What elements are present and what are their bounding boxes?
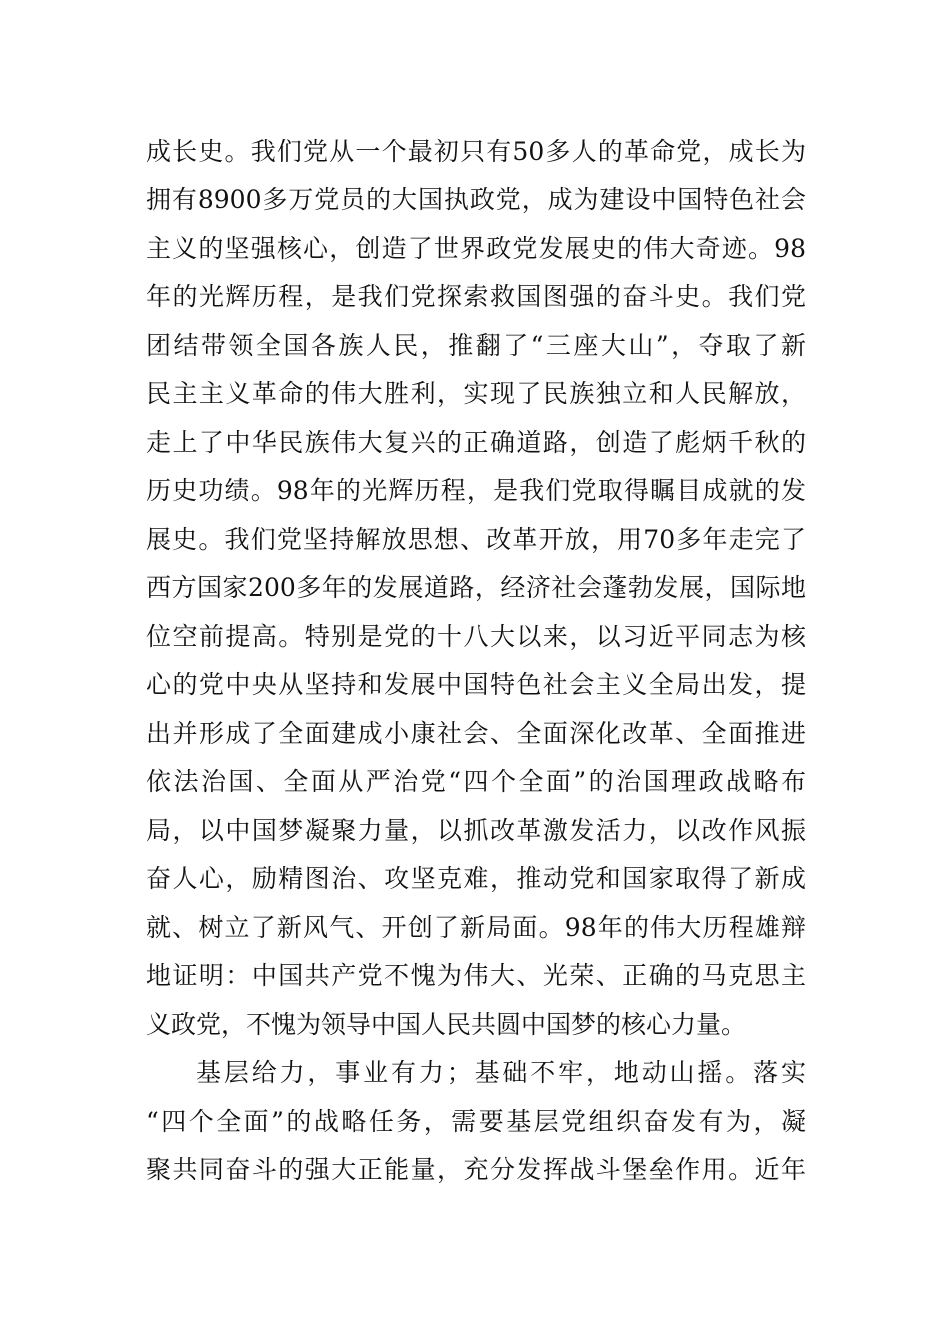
text-line: 成长史。我们党从一个最初只有50多人的革命党，成长为	[146, 137, 806, 166]
text-line: 拥有8900多万党员的大国执政党，成为建设中国特色社会	[146, 185, 806, 214]
text-line: 走上了中华民族伟大复兴的正确道路，创造了彪炳千秋的	[146, 428, 806, 457]
text-line: 展史。我们党坚持解放思想、改革开放，用70多年走完了	[146, 525, 806, 554]
text-line: 民主主义革命的伟大胜利，实现了民族独立和人民解放，	[146, 379, 806, 408]
text-line: 年的光辉历程，是我们党探索救国图强的奋斗史。我们党	[146, 282, 806, 311]
text-line: 局，以中国梦凝聚力量，以抓改革激发活力，以改作风振	[146, 816, 806, 845]
text-line: 西方国家200多年的发展道路，经济社会蓬勃发展，国际地	[146, 573, 806, 602]
text-line: 主义的坚强核心，创造了世界政党发展史的伟大奇迹。98	[146, 234, 806, 263]
text-line: 地证明：中国共产党不愧为伟大、光荣、正确的马克思主	[146, 961, 806, 990]
text-line: 心的党中央从坚持和发展中国特色社会主义全局出发，提	[146, 670, 806, 699]
text-line: 奋人心，励精图治、攻坚克难，推动党和国家取得了新成	[146, 864, 806, 893]
text-line: 依法治国、全面从严治党“四个全面”的治国理政战略布	[146, 767, 806, 796]
text-line: 就、树立了新风气、开创了新局面。98年的伟大历程雄辩	[146, 913, 806, 942]
text-line: 聚共同奋斗的强大正能量，充分发挥战斗堡垒作用。近年	[146, 1155, 806, 1184]
text-line: 团结带领全国各族人民，推翻了“三座大山”，夺取了新	[146, 331, 806, 360]
text-line: 位空前提高。特别是党的十八大以来，以习近平同志为核	[146, 622, 806, 651]
paragraph-end-line: 义政党，不愧为领导中国人民共圆中国梦的核心力量。	[146, 1010, 747, 1039]
text-line: “四个全面”的战略任务，需要基层党组织奋发有为，凝	[146, 1107, 806, 1136]
text-line: 出并形成了全面建成小康社会、全面深化改革、全面推进	[146, 719, 806, 748]
paragraph-start-line: 基层给力，事业有力；基础不牢，地动山摇。落实	[196, 1058, 806, 1087]
text-line: 历史功绩。98年的光辉历程，是我们党取得瞩目成就的发	[146, 476, 806, 505]
